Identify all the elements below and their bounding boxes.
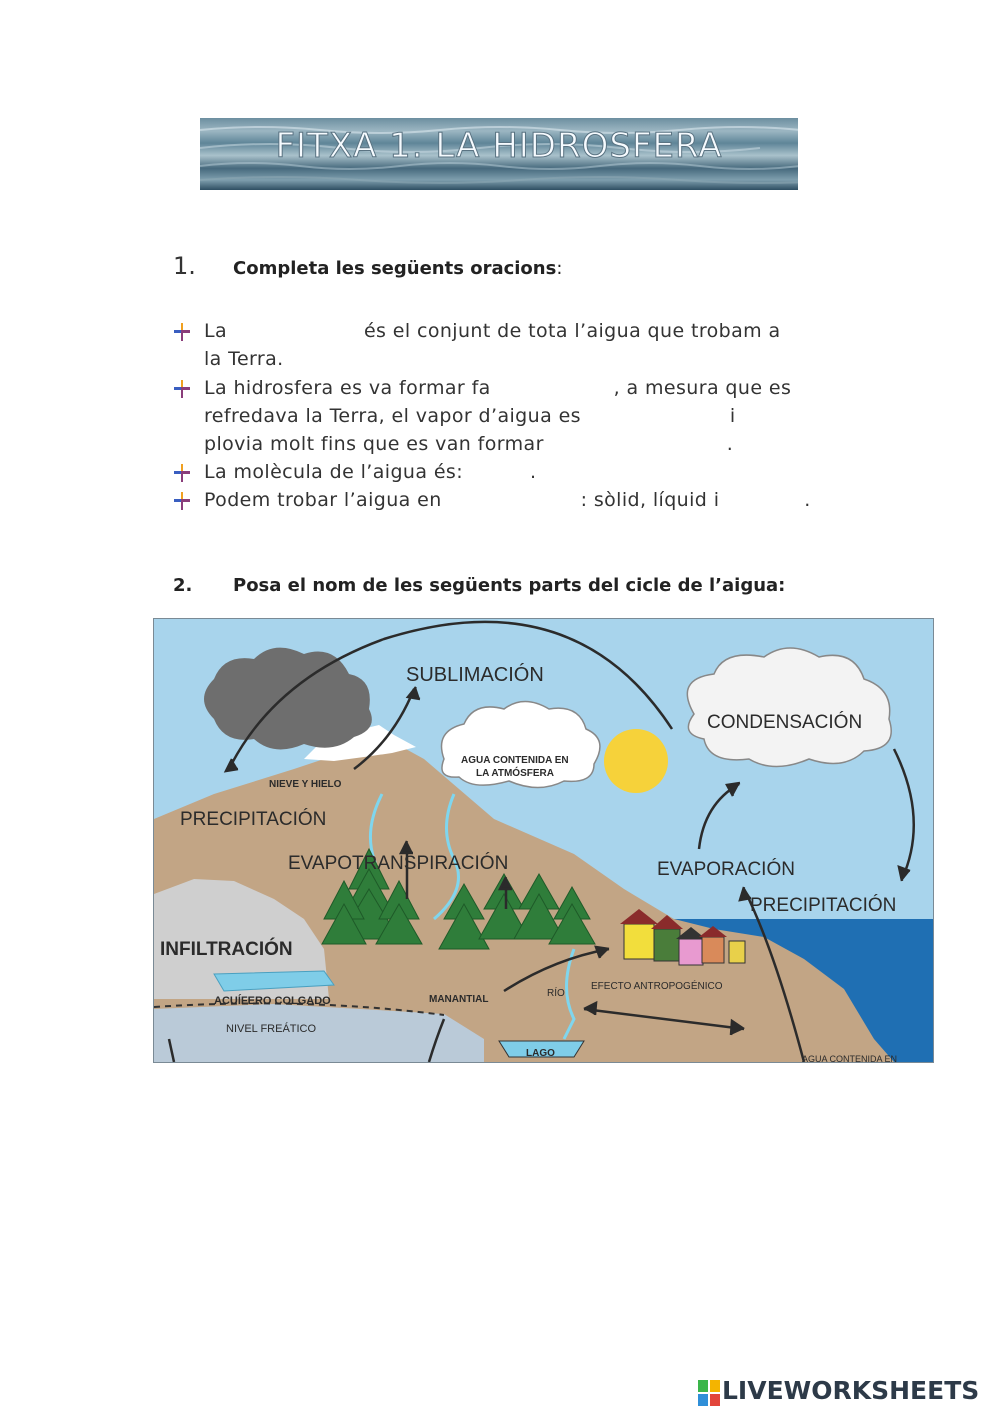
page-title: FITXA 1. LA HIDROSFERA [275, 126, 723, 166]
sentence-1-part-b: és el conjunt de tota l’aigua que trobam a [363, 320, 781, 342]
question-1-number: 1. [173, 252, 196, 280]
sun-icon [604, 729, 668, 793]
sentence-1-part-a: La [204, 320, 228, 342]
sentence-2-part-b: , a mesura que es [613, 377, 792, 399]
sentence-4-part-a: Podem trobar l’aigua en [204, 489, 442, 511]
water-cycle-diagram [153, 618, 934, 1063]
label-infiltracion: INFILTRACIÓN [160, 939, 293, 960]
bullet-arrow-icon [172, 463, 192, 483]
sentence-1 [204, 320, 781, 342]
label-agua-atmosfera-2: LA ATMÓSFERA [476, 768, 554, 779]
label-evaporacion: EVAPORACIÓN [657, 859, 795, 880]
sentence-2-line-2 [204, 405, 736, 427]
bullet-arrow-icon [172, 491, 192, 511]
label-agua-contenida-bottom: AGUA CONTENIDA EN [802, 1054, 898, 1062]
label-agua-atmosfera-1: AGUA CONTENIDA EN [461, 755, 569, 766]
sentence-4 [204, 489, 811, 511]
sentence-2 [204, 377, 791, 399]
liveworksheets-logo-icon [698, 1378, 722, 1408]
sentence-4-part-c: . [804, 489, 811, 511]
question-1-title-text: Completa les següents oracions [233, 258, 557, 279]
label-lago: LAGO [526, 1048, 555, 1059]
sentence-2-line-3 [204, 433, 733, 455]
sentence-1-cont: la Terra. [204, 348, 284, 370]
water-cycle-illustration [154, 619, 933, 1062]
bullet-arrow-icon [172, 322, 192, 342]
sentence-2-part-f: . [726, 433, 734, 455]
sentence-2-part-c: refredava la Terra, el vapor d’aigua es [204, 405, 581, 427]
label-precipitacion-left: PRECIPITACIÓN [180, 809, 327, 830]
label-nieve-hielo: NIEVE Y HIELO [269, 779, 342, 790]
question-2-title: Posa el nom de les següents parts del cicle de l’aigua: [233, 575, 786, 596]
label-efecto-antropogenico: EFECTO ANTROPOGÉNICO [591, 981, 723, 992]
label-sublimacion: SUBLIMACIÓN [406, 664, 544, 686]
label-condensacion: CONDENSACIÓN [707, 712, 863, 733]
label-precipitacion-right: PRECIPITACIÓN [750, 895, 897, 916]
label-manantial: MANANTIAL [429, 994, 489, 1005]
sentence-4-part-b: : sòlid, líquid i [580, 489, 720, 511]
sentence-2-part-d: i [729, 405, 736, 427]
sentence-3-part-b: . [529, 461, 537, 483]
sentence-2-part-a: La hidrosfera es va formar fa [204, 377, 491, 399]
sentence-3 [204, 461, 536, 483]
liveworksheets-brand: LIVEWORKSHEETS [722, 1376, 980, 1405]
bullet-arrow-icon [172, 379, 192, 399]
title-banner [200, 118, 798, 190]
label-evapotranspiracion: EVAPOTRANSPIRACIÓN [288, 853, 509, 874]
label-nivel-freatico: NIVEL FREÁTICO [226, 1023, 317, 1035]
sentence-3-part-a: La molècula de l’aigua és: [204, 461, 464, 483]
label-rio: RÍO [547, 988, 565, 999]
question-1-title [233, 258, 562, 279]
label-acuifero-colgado: ACUÍFERO COLGADO [214, 995, 331, 1007]
question-2-number: 2. [173, 575, 193, 596]
question-1-colon: : [556, 258, 563, 279]
sentence-2-part-e: plovia molt fins que es van formar [204, 433, 544, 455]
